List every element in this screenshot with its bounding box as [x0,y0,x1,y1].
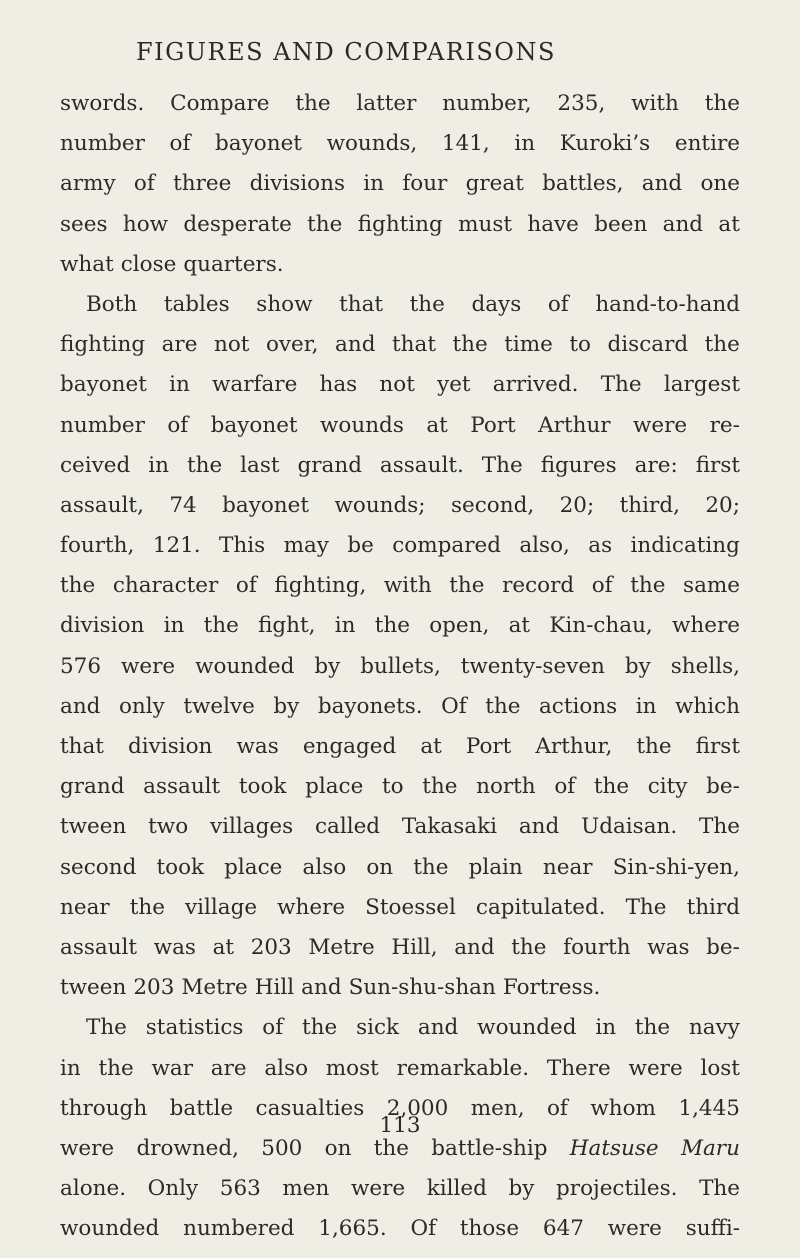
text-line: army of three divisions in four great battles, and one [60,171,740,197]
text-line: near the village where Stoessel capitulated. The third [60,894,740,920]
text-line: what close quarters. [60,251,284,277]
text-line: alone. Only 563 men were killed by projectiles. The [60,1176,740,1202]
text-line: assault, 74 bayonet wounds; second, 20; third, 20; [60,492,740,518]
text-line: Both tables show that the days of hand-to-hand [86,291,740,317]
text-line: tween two villages called Takasaki and Udaisan. The [60,814,740,840]
text-line: in the war are also most remarkable. There were lost [60,1055,740,1081]
text-line: division in the fight, in the open, at Kin-chau, where [60,613,740,639]
text-line: that division was engaged at Port Arthur, the first [60,734,740,759]
text-line: grand assault took place to the north of the city be- [60,774,740,800]
text-line: the character of fighting, with the record of the same [60,573,740,599]
body-text [60,84,740,1249]
text-line: ceived in the last grand assault. The figures are: first [60,452,740,478]
text-line: second took place also on the plain near Sin-shi-yen, [60,854,740,880]
text-line: bayonet in warfare has not yet arrived. The largest [60,372,740,398]
text-line: through battle casualties 2,000 men, of whom 1,445 [60,1095,740,1121]
text-line: were drowned, 500 on the battle-ship Hatsuse Maru [60,1135,740,1161]
text-line: sees how desperate the fighting must have been and at [60,211,740,237]
page-number: 113 [379,1113,421,1138]
text-line: fighting are not over, and that the time to discard the [60,332,740,358]
text-line: 576 were wounded by bullets, twenty-seven by shells, [60,653,740,679]
text-line: assault was at 203 Metre Hill, and the fourth was be- [60,934,740,960]
text-line: wounded numbered 1,665. Of those 647 were suffi- [60,1216,740,1242]
text-line: tween 203 Metre Hill and Sun-shu-shan Fortress. [60,975,601,1001]
text-line: number of bayonet wounds, 141, in Kuroki’s entire [60,131,740,157]
text-line: fourth, 121. This may be compared also, as indicating [60,533,740,559]
running-title: FIGURES AND COMPARISONS [136,38,556,66]
text-line: swords. Compare the latter number, 235, with the [60,91,740,116]
text-line: The statistics of the sick and wounded in the navy [86,1015,740,1041]
text-line: and only twelve by bayonets. Of the actions in which [60,693,740,719]
text-line: number of bayonet wounds at Port Arthur were re- [60,412,740,438]
